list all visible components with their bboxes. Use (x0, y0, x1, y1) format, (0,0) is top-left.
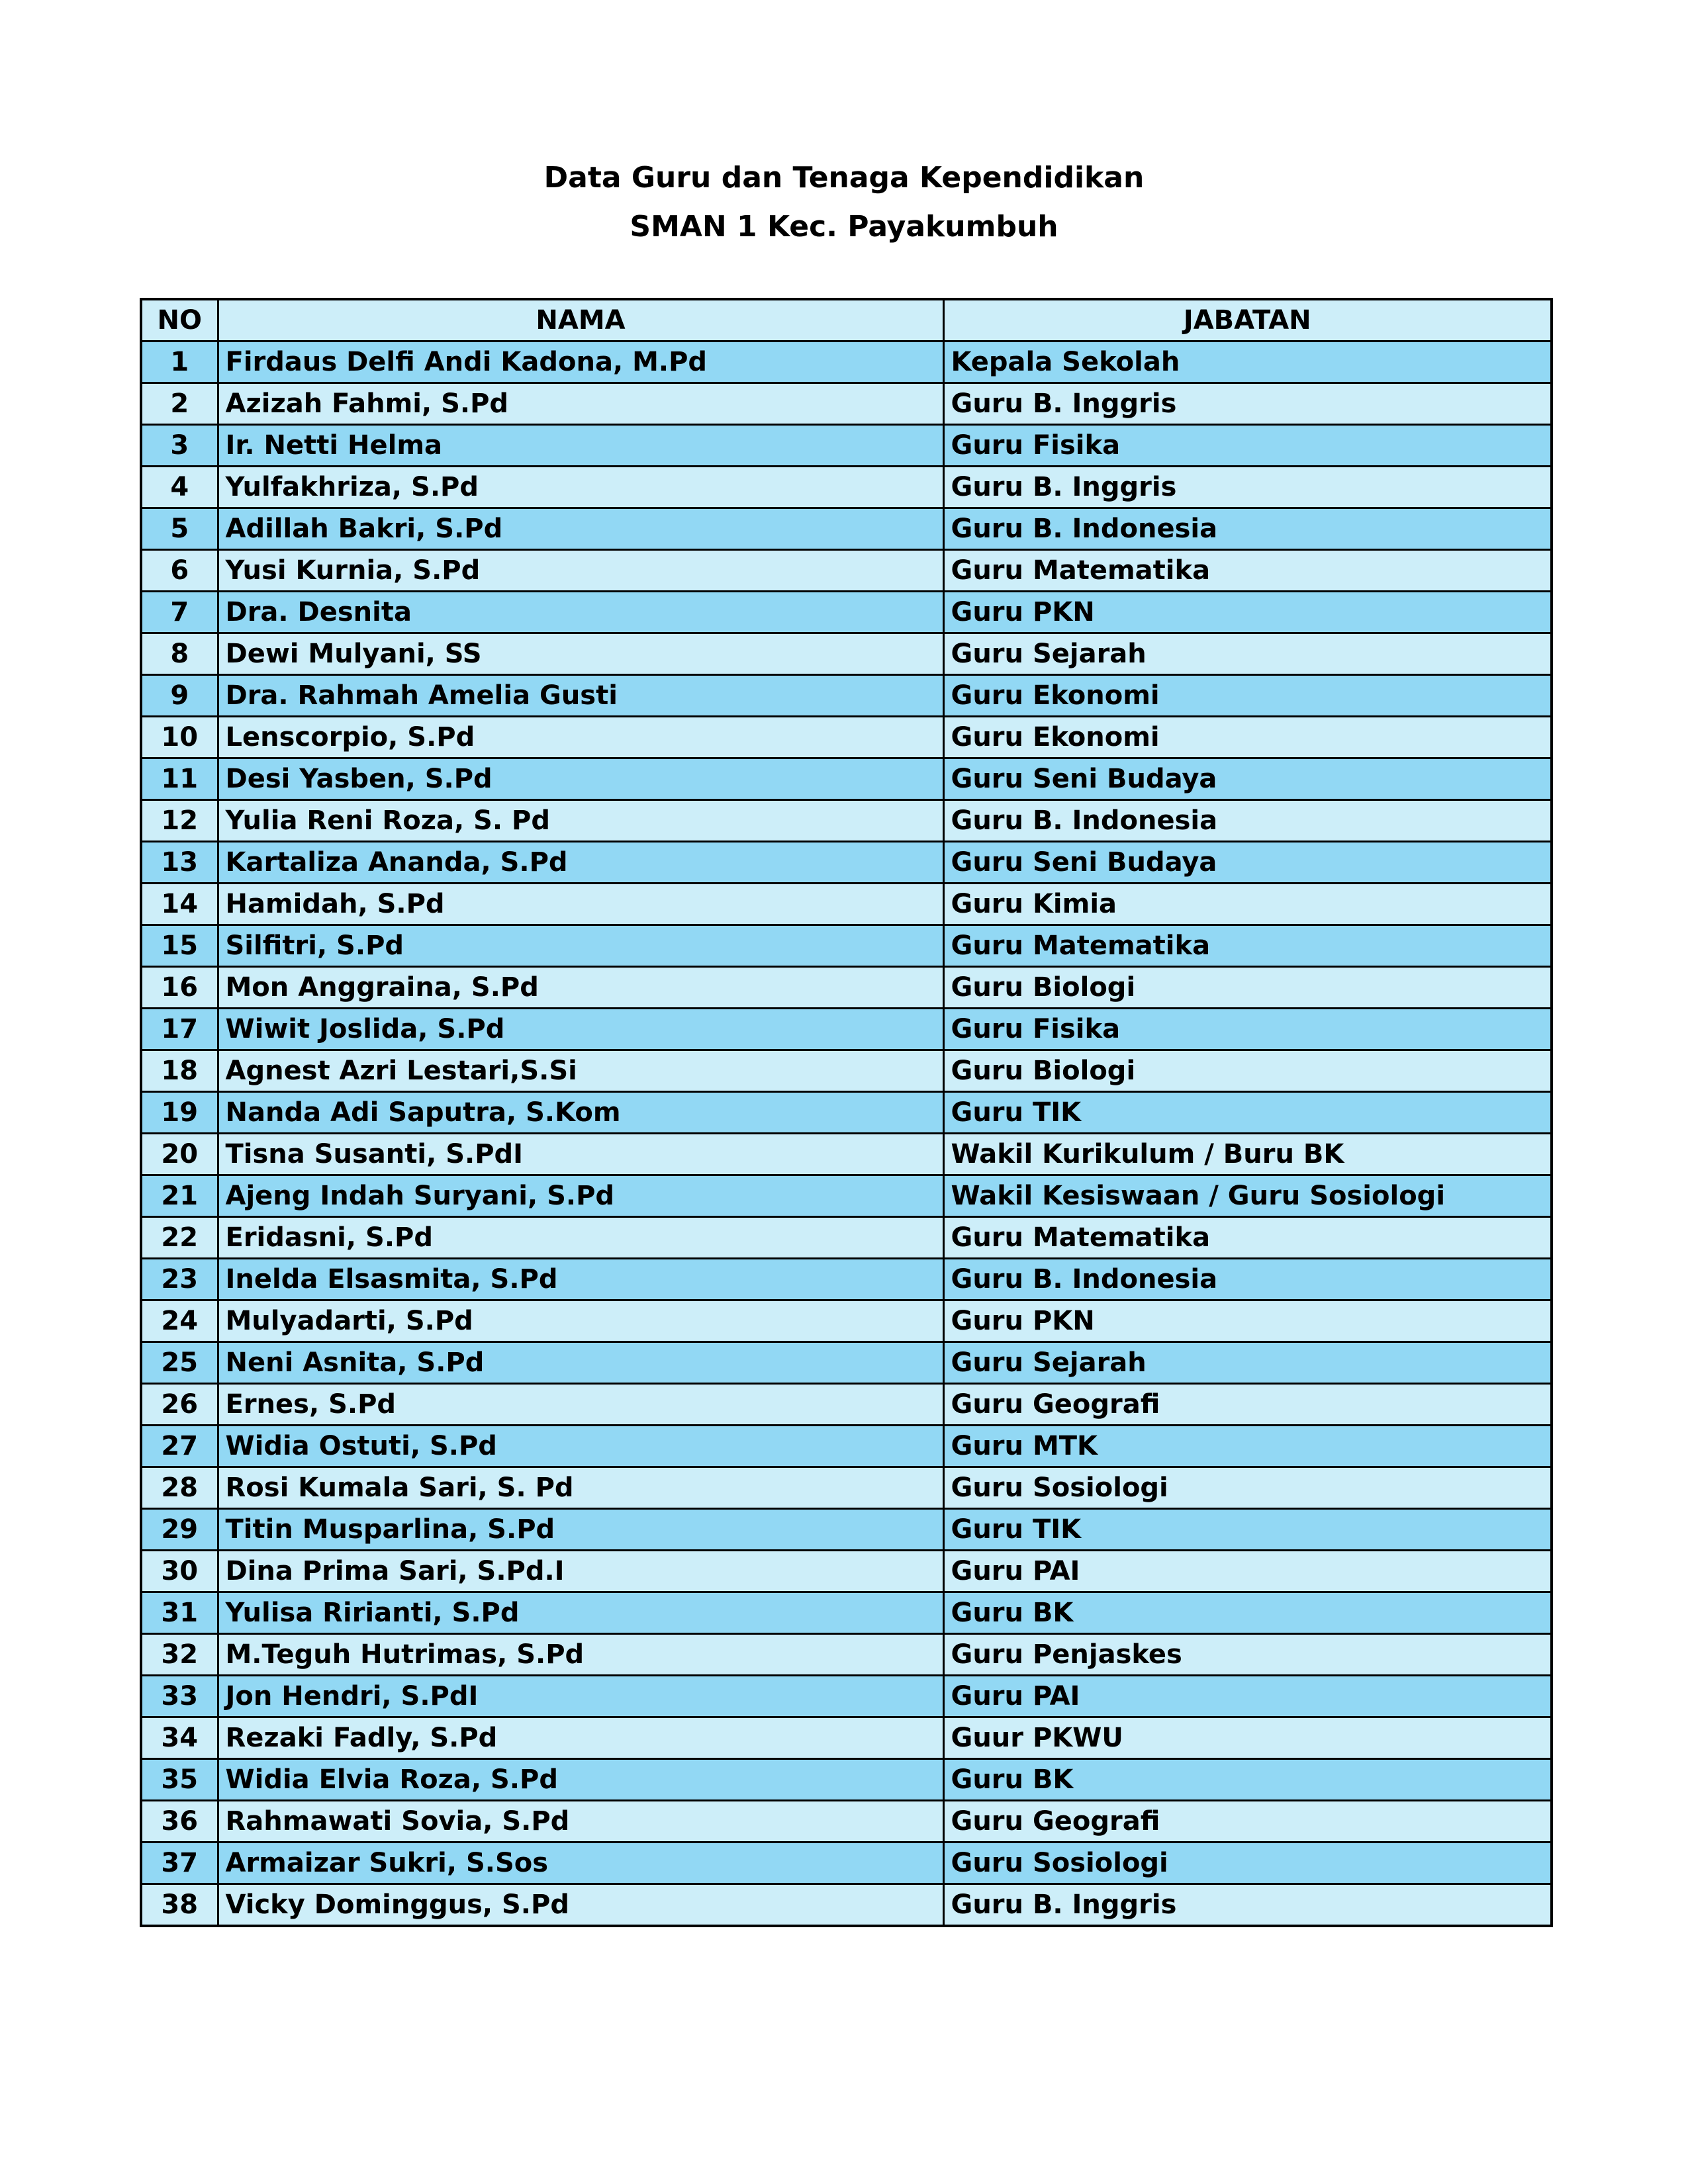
row-jabatan: Guru Kimia (943, 884, 1552, 925)
table-body (141, 341, 1552, 1927)
row-number: 15 (141, 925, 218, 967)
row-nama: Widia Elvia Roza, S.Pd (218, 1759, 943, 1801)
row-jabatan: Guru Geografi (943, 1801, 1552, 1843)
row-jabatan: Guru B. Inggris (943, 383, 1552, 425)
row-jabatan: Guru PAI (943, 1551, 1552, 1592)
row-number: 2 (141, 383, 218, 425)
table-row (141, 633, 1552, 675)
row-nama: Inelda Elsasmita, S.Pd (218, 1259, 943, 1300)
staff-table (140, 298, 1553, 1927)
row-nama: Mulyadarti, S.Pd (218, 1300, 943, 1342)
row-jabatan: Guru B. Indonesia (943, 1259, 1552, 1300)
row-number: 6 (141, 550, 218, 592)
row-number: 8 (141, 633, 218, 675)
row-nama: Firdaus Delfi Andi Kadona, M.Pd (218, 341, 943, 383)
row-number: 26 (141, 1384, 218, 1426)
title-line-2: SMAN 1 Kec. Payakumbuh (630, 210, 1058, 244)
table-row (141, 1342, 1552, 1384)
row-jabatan: Guur PKWU (943, 1717, 1552, 1759)
row-number: 37 (141, 1843, 218, 1884)
table-row (141, 1134, 1552, 1175)
row-number: 7 (141, 592, 218, 633)
row-number: 38 (141, 1884, 218, 1927)
row-nama: Mon Anggraina, S.Pd (218, 967, 943, 1009)
table-row (141, 758, 1552, 800)
row-jabatan: Guru BK (943, 1592, 1552, 1634)
row-jabatan: Guru Seni Budaya (943, 758, 1552, 800)
row-jabatan: Guru Biologi (943, 967, 1552, 1009)
row-jabatan: Guru Sejarah (943, 633, 1552, 675)
row-nama: M.Teguh Hutrimas, S.Pd (218, 1634, 943, 1676)
table-row (141, 967, 1552, 1009)
row-jabatan: Guru B. Inggris (943, 1884, 1552, 1927)
row-jabatan: Guru Sosiologi (943, 1843, 1552, 1884)
table-row (141, 1551, 1552, 1592)
row-nama: Dina Prima Sari, S.Pd.I (218, 1551, 943, 1592)
table-row (141, 1759, 1552, 1801)
row-jabatan: Guru Ekonomi (943, 717, 1552, 758)
table-row (141, 1634, 1552, 1676)
row-nama: Rosi Kumala Sari, S. Pd (218, 1467, 943, 1509)
table-row (141, 550, 1552, 592)
row-number: 27 (141, 1426, 218, 1467)
row-nama: Vicky Dominggus, S.Pd (218, 1884, 943, 1927)
row-nama: Nanda Adi Saputra, S.Kom (218, 1092, 943, 1134)
document-title (0, 154, 1688, 251)
table-row (141, 1843, 1552, 1884)
row-jabatan: Guru Fisika (943, 425, 1552, 467)
row-jabatan: Guru Matematika (943, 550, 1552, 592)
row-number: 23 (141, 1259, 218, 1300)
row-jabatan: Wakil Kurikulum / Buru BK (943, 1134, 1552, 1175)
row-jabatan: Guru Penjaskes (943, 1634, 1552, 1676)
table-row (141, 1467, 1552, 1509)
table-row (141, 1801, 1552, 1843)
table-row (141, 800, 1552, 842)
row-number: 24 (141, 1300, 218, 1342)
row-jabatan: Guru Matematika (943, 1217, 1552, 1259)
row-number: 29 (141, 1509, 218, 1551)
row-number: 25 (141, 1342, 218, 1384)
table-row (141, 1217, 1552, 1259)
row-nama: Adillah Bakri, S.Pd (218, 508, 943, 550)
row-nama: Yulia Reni Roza, S. Pd (218, 800, 943, 842)
row-number: 4 (141, 467, 218, 508)
row-nama: Agnest Azri Lestari,S.Si (218, 1050, 943, 1092)
row-number: 22 (141, 1217, 218, 1259)
row-number: 20 (141, 1134, 218, 1175)
row-nama: Ajeng Indah Suryani, S.Pd (218, 1175, 943, 1217)
table-row (141, 1426, 1552, 1467)
table-row (141, 884, 1552, 925)
row-nama: Neni Asnita, S.Pd (218, 1342, 943, 1384)
row-number: 32 (141, 1634, 218, 1676)
row-nama: Lenscorpio, S.Pd (218, 717, 943, 758)
row-jabatan: Guru TIK (943, 1092, 1552, 1134)
row-number: 14 (141, 884, 218, 925)
row-jabatan: Guru Sosiologi (943, 1467, 1552, 1509)
row-nama: Armaizar Sukri, S.Sos (218, 1843, 943, 1884)
row-nama: Dra. Rahmah Amelia Gusti (218, 675, 943, 717)
row-number: 30 (141, 1551, 218, 1592)
row-nama: Yusi Kurnia, S.Pd (218, 550, 943, 592)
row-jabatan: Guru BK (943, 1759, 1552, 1801)
row-nama: Dewi Mulyani, SS (218, 633, 943, 675)
row-number: 31 (141, 1592, 218, 1634)
table-row (141, 842, 1552, 884)
row-jabatan: Guru B. Inggris (943, 467, 1552, 508)
row-nama: Widia Ostuti, S.Pd (218, 1426, 943, 1467)
row-nama: Azizah Fahmi, S.Pd (218, 383, 943, 425)
table-row (141, 925, 1552, 967)
table-row (141, 592, 1552, 633)
table-row (141, 1300, 1552, 1342)
row-jabatan: Guru Sejarah (943, 1342, 1552, 1384)
table-row (141, 1259, 1552, 1300)
table-row (141, 467, 1552, 508)
row-number: 18 (141, 1050, 218, 1092)
row-nama: Tisna Susanti, S.PdI (218, 1134, 943, 1175)
row-jabatan: Guru PAI (943, 1676, 1552, 1717)
header-nama: NAMA (218, 299, 943, 341)
row-jabatan: Guru Biologi (943, 1050, 1552, 1092)
row-jabatan: Guru MTK (943, 1426, 1552, 1467)
table-row (141, 1509, 1552, 1551)
row-jabatan: Guru Geografi (943, 1384, 1552, 1426)
row-number: 12 (141, 800, 218, 842)
table-row (141, 1676, 1552, 1717)
row-jabatan: Kepala Sekolah (943, 341, 1552, 383)
row-number: 36 (141, 1801, 218, 1843)
row-number: 16 (141, 967, 218, 1009)
table-row (141, 1092, 1552, 1134)
row-nama: Dra. Desnita (218, 592, 943, 633)
row-number: 35 (141, 1759, 218, 1801)
row-nama: Jon Hendri, S.PdI (218, 1676, 943, 1717)
row-nama: Titin Musparlina, S.Pd (218, 1509, 943, 1551)
row-nama: Desi Yasben, S.Pd (218, 758, 943, 800)
row-jabatan: Guru Fisika (943, 1009, 1552, 1050)
row-number: 5 (141, 508, 218, 550)
row-number: 17 (141, 1009, 218, 1050)
header-jabatan: JABATAN (943, 299, 1552, 341)
table-row (141, 425, 1552, 467)
row-jabatan: Guru B. Indonesia (943, 800, 1552, 842)
row-number: 11 (141, 758, 218, 800)
row-nama: Yulfakhriza, S.Pd (218, 467, 943, 508)
row-nama: Rezaki Fadly, S.Pd (218, 1717, 943, 1759)
table-header-row (141, 299, 1552, 341)
row-number: 9 (141, 675, 218, 717)
row-number: 19 (141, 1092, 218, 1134)
table-row (141, 675, 1552, 717)
table-row (141, 1717, 1552, 1759)
row-number: 13 (141, 842, 218, 884)
row-nama: Hamidah, S.Pd (218, 884, 943, 925)
row-number: 1 (141, 341, 218, 383)
table-row (141, 1175, 1552, 1217)
row-number: 28 (141, 1467, 218, 1509)
table-row (141, 1592, 1552, 1634)
row-number: 10 (141, 717, 218, 758)
title-line-1: Data Guru dan Tenaga Kependidikan (543, 161, 1145, 195)
table-row (141, 717, 1552, 758)
row-nama: Ernes, S.Pd (218, 1384, 943, 1426)
row-number: 33 (141, 1676, 218, 1717)
row-nama: Wiwit Joslida, S.Pd (218, 1009, 943, 1050)
row-nama: Yulisa Ririanti, S.Pd (218, 1592, 943, 1634)
row-number: 3 (141, 425, 218, 467)
row-nama: Ir. Netti Helma (218, 425, 943, 467)
row-jabatan: Guru Matematika (943, 925, 1552, 967)
row-nama: Silfitri, S.Pd (218, 925, 943, 967)
header-no: NO (141, 299, 218, 341)
row-jabatan: Guru PKN (943, 1300, 1552, 1342)
row-jabatan: Guru Ekonomi (943, 675, 1552, 717)
table-row (141, 508, 1552, 550)
table-row (141, 1384, 1552, 1426)
table-row (141, 1050, 1552, 1092)
row-jabatan: Guru PKN (943, 592, 1552, 633)
row-number: 34 (141, 1717, 218, 1759)
row-jabatan: Wakil Kesiswaan / Guru Sosiologi (943, 1175, 1552, 1217)
table-row (141, 341, 1552, 383)
row-jabatan: Guru B. Indonesia (943, 508, 1552, 550)
table-row (141, 1884, 1552, 1927)
row-nama: Rahmawati Sovia, S.Pd (218, 1801, 943, 1843)
row-nama: Kartaliza Ananda, S.Pd (218, 842, 943, 884)
table-row (141, 1009, 1552, 1050)
row-nama: Eridasni, S.Pd (218, 1217, 943, 1259)
row-jabatan: Guru Seni Budaya (943, 842, 1552, 884)
row-jabatan: Guru TIK (943, 1509, 1552, 1551)
table-row (141, 383, 1552, 425)
row-number: 21 (141, 1175, 218, 1217)
